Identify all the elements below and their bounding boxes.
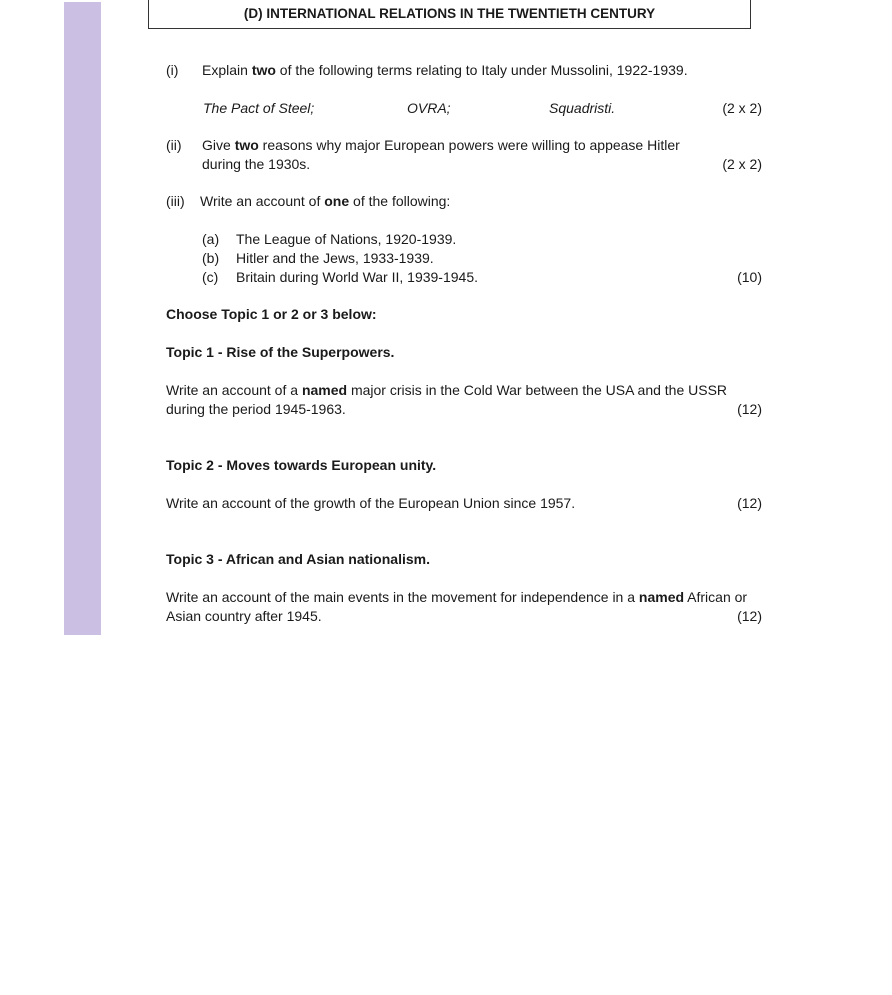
q1-number: (i) [166, 62, 179, 78]
q1-text-pre: Explain [202, 62, 252, 78]
topic2-text: Write an account of the growth of the European Union since 1957. [166, 495, 576, 511]
topic3-title: Topic 3 - African and Asian nationalism. [166, 551, 430, 567]
q1-marks: (2 x 2) [722, 100, 762, 116]
q3-option-a-letter: (a) [202, 231, 220, 247]
q3-text-post: of the following: [349, 193, 451, 209]
q1-text-bold: two [251, 62, 276, 78]
q3-text-bold: one [324, 193, 350, 209]
side-color-bar [64, 2, 101, 635]
topic3-text [166, 588, 747, 606]
topic3-marks: (12) [737, 608, 762, 624]
topic1-title: Topic 1 - Rise of the Superpowers. [166, 344, 395, 360]
topic3-text-line2: Asian country after 1945. [166, 608, 322, 624]
topic2-title: Topic 2 - Moves towards European unity. [166, 457, 437, 473]
topic3-text-bold: named [638, 589, 685, 605]
section-title-text: (D) INTERNATIONAL RELATIONS IN THE TWENTIETH CENTURY [243, 6, 656, 21]
q2-text [202, 136, 680, 154]
q3-marks: (10) [737, 269, 762, 285]
q2-number: (ii) [166, 137, 182, 153]
q1-text [202, 61, 688, 79]
topic1-text-pre: Write an account of a [166, 382, 302, 398]
q3-option-b-letter: (b) [202, 250, 220, 266]
q1-term-squadristi: Squadristi. [549, 100, 616, 116]
q3-option-b-text: Hitler and the Jews, 1933-1939. [236, 250, 434, 266]
q3-number: (iii) [166, 193, 185, 209]
choose-topic-instruction: Choose Topic 1 or 2 or 3 below: [166, 306, 377, 322]
topic1-text [166, 381, 727, 399]
q1-term-ovra: OVRA; [407, 100, 451, 116]
topic1-text-bold: named [301, 382, 348, 398]
topic1-text-post: major crisis in the Cold War between the USA and the USSR [347, 382, 728, 398]
topic1-text-line2: during the period 1945-1963. [166, 401, 346, 417]
section-title [148, 0, 751, 29]
q1-text-post: of the following terms relating to Italy under Mussolini, 1922-1939. [275, 62, 688, 78]
q3-option-c-letter: (c) [202, 269, 219, 285]
q3-text [200, 192, 450, 210]
topic1-marks: (12) [737, 401, 762, 417]
q2-text-pre: Give [202, 137, 235, 153]
q2-text-bold: two [234, 137, 259, 153]
q3-option-a-text: The League of Nations, 1920-1939. [236, 231, 457, 247]
topic3-text-post: African or [684, 589, 748, 605]
topic2-marks: (12) [737, 495, 762, 511]
q2-text-post: reasons why major European powers were willing to appease Hitler [258, 137, 680, 153]
q1-term-pact-of-steel: The Pact of Steel; [203, 100, 315, 116]
topic3-text-pre: Write an account of the main events in the movement for independence in a [166, 589, 639, 605]
q3-text-pre: Write an account of [200, 193, 325, 209]
q3-option-c-text: Britain during World War II, 1939-1945. [236, 269, 479, 285]
q2-marks: (2 x 2) [722, 156, 762, 172]
q2-text-line2: during the 1930s. [202, 156, 311, 172]
